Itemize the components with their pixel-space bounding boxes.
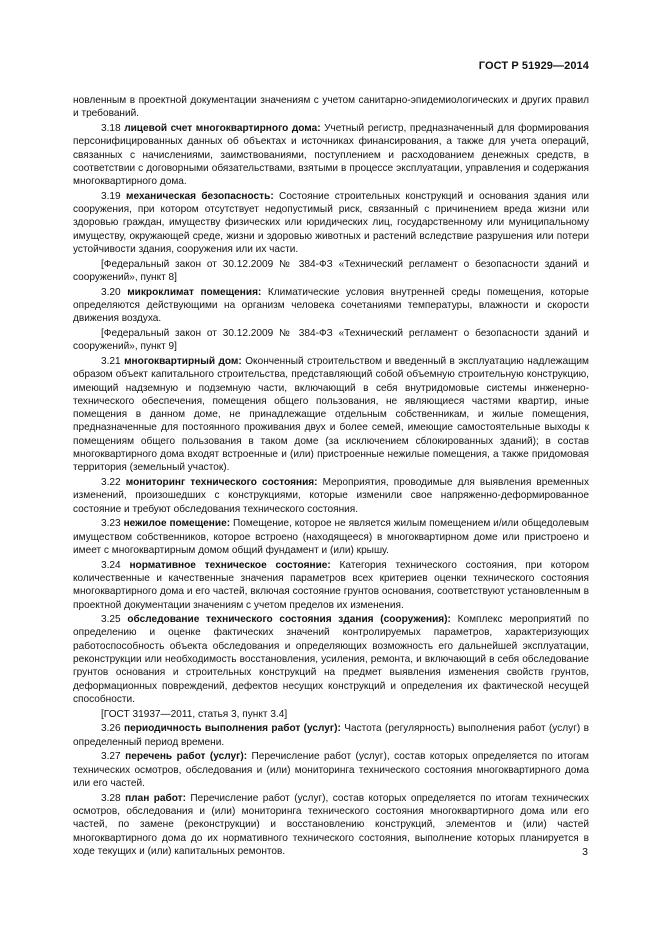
term-name: нежилое помещение:: [123, 518, 231, 530]
source-reference: [Федеральный закон от 30.12.2009 № 384-ФЗ «Технический регламент о безопасности зданий и сооружений», пункт 9]: [73, 328, 589, 353]
term-definition: [73, 476, 589, 516]
term-text: Частота (регулярность) выполнения работ (услуг) в определенный период времени.: [73, 723, 590, 748]
term-number: 3.20: [101, 286, 121, 298]
term-number: 3.26: [101, 723, 121, 735]
term-number: 3.22: [101, 477, 121, 489]
term-number: 3.18: [101, 122, 121, 134]
term-name: микроклимат помещения:: [127, 286, 262, 298]
term-definition: [73, 286, 589, 326]
term-number: 3.27: [101, 751, 121, 763]
continued-paragraph: новленным в проектной документации значениям с учетом санитарно-эпидемиологических и других правил и требований.: [73, 95, 589, 120]
term-definition: [73, 355, 589, 475]
term-text: Перечисление работ (услуг), состав которых определяется по итогам технических осмотров, обследования и (или) мониторинга технического состояния многоквартирного дома или его частей.: [73, 751, 589, 789]
term-name: план работ:: [125, 792, 186, 804]
term-text: Помещение, которое не является жилым помещением и/или общедолевым имуществом собственников, которое встроено (находящееся) в многоквартирном доме или пристроено и имеет с многоквартирным домом общий фундамент и (или) крышу.: [73, 518, 590, 556]
term-name: обследование технического состояния здания (сооружения):: [127, 614, 451, 626]
term-number: 3.25: [101, 614, 121, 626]
term-text: Перечисление работ (услуг), состав которых определяется по итогам технических осмотров, обследования и (или) мониторинга технического состояния многоквартирного дома или его частей, по замене (реконструкции) и восстановлению конструкций, элементов и (или) частей многоквартирного дома до их нормативного технического состояния, выполнение которых планируется в ходе текущих и (или) капитальных ремонтов.: [73, 792, 589, 857]
term-definition: [73, 517, 589, 557]
term-text: Состояние строительных конструкций и основания здания или сооружения, при котором отсутствует недопустимый риск, связанный с причинением вреда жизни или здоровью граждан, имуществу физических или юридических лиц, государственному или муниципальному имуществу, окружающей среде, жизни и здоровью животных и растений вследствие разрушения или потери устойчивости здания, сооружения или их части.: [73, 190, 589, 256]
term-name: периодичность выполнения работ (услуг):: [124, 723, 341, 735]
term-text: Комплекс мероприятий по определению и оценке фактических значений контролируемых параметров, характеризующих работоспособность объекта обследования и определяющих возможность его дальнейшей эксплуатации, реконструкции или необходимость восстановления, усиления, ремонта, и включающий в себя обследование грунтов основания и строительных конструкций на предмет выявления изменения свойств грунтов, деформационных повреждений, дефектов несущих конструкций и определения их фактической несущей способности.: [73, 614, 589, 705]
term-definition: [73, 792, 589, 858]
term-name: нормативное техническое состояние:: [129, 559, 331, 571]
document-body: [73, 94, 589, 859]
source-reference: [Федеральный закон от 30.12.2009 № 384-ФЗ «Технический регламент о безопасности зданий и сооружений», пункт 8]: [73, 258, 589, 284]
page-number: 3: [582, 846, 588, 858]
term-name: лицевой счет многоквартирного дома:: [124, 122, 321, 134]
term-number: 3.28: [101, 792, 121, 804]
term-name: мониторинг технического состояния:: [125, 477, 318, 489]
term-definition: [73, 722, 589, 749]
term-number: 3.19: [101, 190, 121, 202]
term-number: 3.23: [101, 518, 121, 530]
source-reference: [ГОСТ 31937—2011, статья 3, пункт 3.4]: [101, 708, 288, 720]
term-definition: [73, 190, 589, 256]
term-number: 3.24: [101, 559, 121, 571]
term-text: Учетный регистр, предназначенный для формирования персонифицированных данных об объектах и источниках финансирования, а также для учета операций, связанных с начислениями, заимствованиями, поступлением и расходованием денежных средств, в соответствии с договорными обязательствами, взятыми в процессе эксплуатации, управления и содержания многоквартирного дома.: [73, 122, 589, 188]
term-text: Мероприятия, проводимые для выявления временных изменений, произошедших с конструкциями, которые изменили свое напряженно-деформированное состояние и требуют обследования технического состояния.: [73, 477, 589, 515]
term-name: многоквартирный дом:: [124, 355, 242, 367]
document-id-header: ГОСТ Р 51929—2014: [478, 60, 589, 72]
term-name: механическая безопасность:: [126, 190, 274, 202]
term-text: Климатические условия внутренней среды помещения, которые определяются действующими на организм человека сочетаниями температуры, влажности и скорости движения воздуха.: [73, 286, 589, 325]
term-text: Оконченный строительством и введенный в эксплуатацию надлежащим образом объект капитального строительства, представляющий собой объемную строительную конструкцию, имеющий надземную и подземную части, включающий в себя внутридомовые системы инженерно-технического обеспечения, помещения общего пользования, не являющиеся частями квартир, иные помещения в данном доме, не принадлежащие отдельным собственникам, и жилые помещения, предназначенные для постоянного проживания двух и более семей, имеющие самостоятельные выходы к помещениям общего пользования в таком доме (за исключением сблокированных зданий); в состав многоквартирного дома входят встроенные и (или) пристроенные нежилые помещения, а также придомовая территория (земельный участок).: [73, 355, 589, 474]
term-text: Категория технического состояния, при котором количественные и качественные значения параметров всех критериев оценки технического состояния многоквартирного дома и его частей, включая состояние грунтов основания, соответствуют установленным в проектной документации значениям с учетом пределов их изменения.: [73, 559, 590, 611]
term-definition: [73, 559, 589, 612]
term-name: перечень работ (услуг):: [125, 751, 248, 763]
term-number: 3.21: [101, 355, 121, 367]
term-definition: [73, 122, 589, 188]
term-definition: [73, 750, 589, 790]
term-definition: [73, 613, 589, 706]
